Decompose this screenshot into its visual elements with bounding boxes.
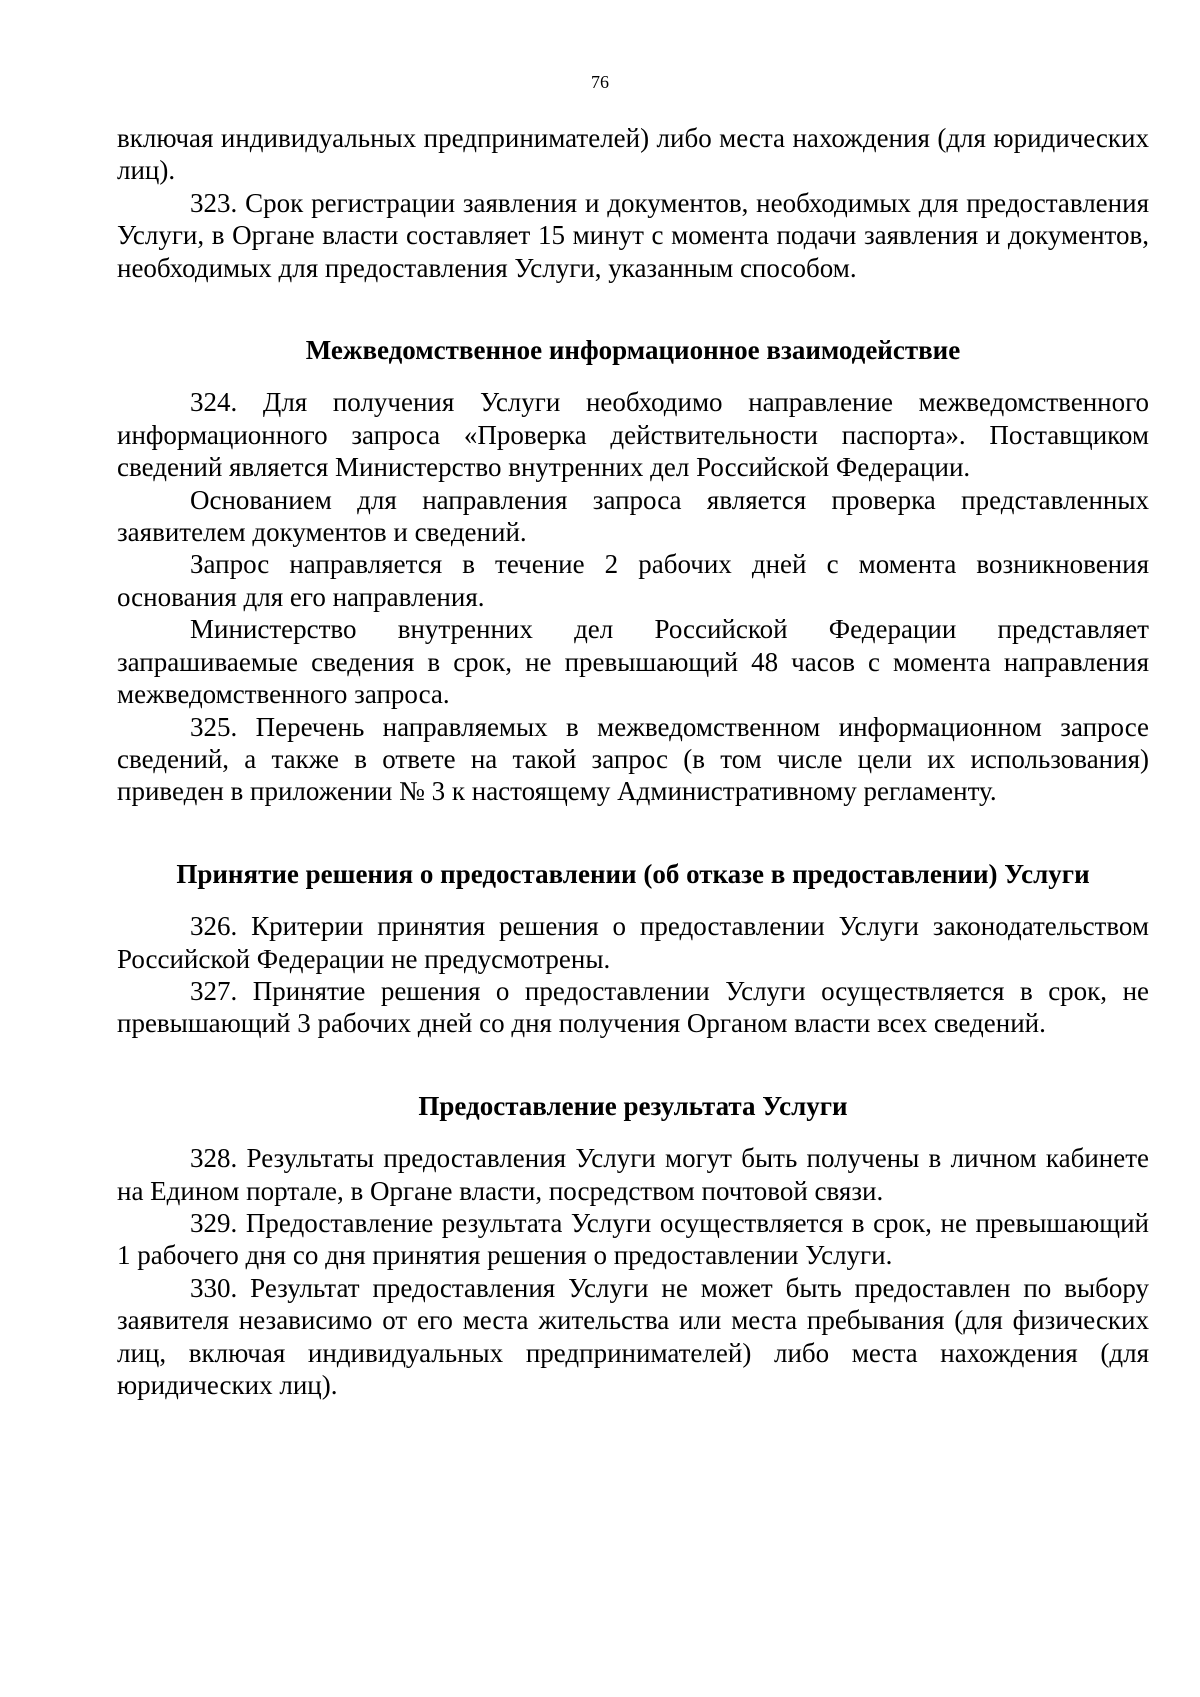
paragraph: Основанием для направления запроса является проверка представленных заявителем документов и сведений. [117,484,1149,548]
paragraph: 327. Принятие решения о предоставлении Услуги осуществляется в срок, не превышающий 3 рабочих дней со дня получения Органом власти всех сведений. [117,975,1149,1039]
page-number: 76 [591,72,609,92]
paragraph: 330. Результат предоставления Услуги не может быть предоставлен по выбору заявителя независимо от его места жительства или места пребывания (для физических лиц, включая индивидуальных предпринимателей) либо места нахождения (для юридических лиц). [117,1272,1149,1400]
paragraph: 324. Для получения Услуги необходимо направление межведомственного информационного запроса «Проверка действительности паспорта». Поставщиком сведений является Министерство внутренних дел Российской Федерации. [117,387,1149,483]
section-heading: Принятие решения о предоставлении (об отказе в предоставлении) Услуги [176,858,1090,889]
document-body [117,122,1149,1401]
section-heading: Межведомственное информационное взаимодействие [305,335,961,366]
section-spacer [117,1122,1149,1142]
section-spacer [117,284,1149,334]
paragraph: 326. Критерии принятия решения о предоставлении Услуги законодательством Российской Федерации не предусмотрены. [117,911,1149,974]
section-spacer [117,366,1149,386]
paragraph: включая индивидуальных предпринимателей) либо места нахождения (для юридических лиц). [117,123,1149,186]
section-spacer [117,890,1149,910]
section-spacer [117,1040,1149,1090]
paragraph: 329. Предоставление результата Услуги осуществляется в срок, не превышающий 1 рабочего дня со дня принятия решения о предоставлении Услуги. [117,1207,1149,1271]
section-heading: Предоставление результата Услуги [418,1090,848,1121]
paragraph: 323. Срок регистрации заявления и документов, необходимых для предоставления Услуги, в Органе власти составляет 15 минут с момента подачи заявления и документов, необходимых для предоставления Услуги, указанным способом. [117,187,1149,283]
paragraph: Запрос направляется в течение 2 рабочих дней с момента возникновения основания для его направления. [117,549,1149,612]
paragraph: 328. Результаты предоставления Услуги могут быть получены в личном кабинете на Едином портале, в Органе власти, посредством почтовой связи. [117,1143,1149,1206]
paragraph: Министерство внутренних дел Российской Федерации представляет запрашиваемые сведения в срок, не превышающий 48 часов с момента направления межведомственного запроса. [117,614,1149,710]
paragraph: 325. Перечень направляемых в межведомственном информационном запросе сведений, а также в ответе на такой запрос (в том числе цели их использования) приведен в приложении № 3 к настоящему Административному регламенту. [117,711,1149,807]
section-spacer [117,808,1149,858]
